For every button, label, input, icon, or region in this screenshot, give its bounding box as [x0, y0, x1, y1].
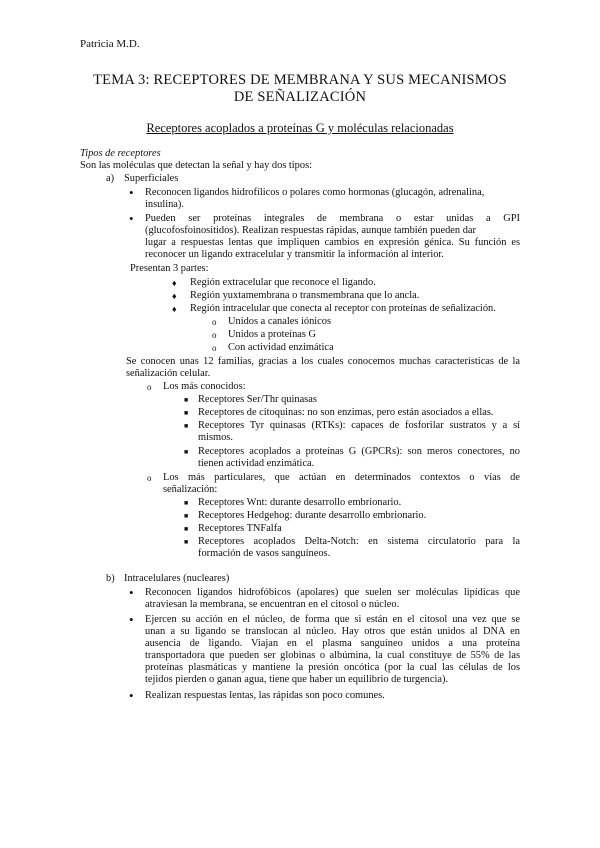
- b-bullet2-line: proteínas plasmáticas y mantiene la presión oncótica (por la cual las células de los: [145, 662, 520, 673]
- a-bullet1-line: Reconocen ligandos hidrofílicos o polares como hormonas (glucagón, adrenalina,: [145, 187, 485, 198]
- familias-text: Se conocen unas 12 familias, gracias a los cuales conocemos muchas características de la: [126, 356, 520, 367]
- diamond-bullet-icon: ♦: [172, 304, 177, 314]
- parte-item: Región yuxtamembrana o transmembrana que lo ancla.: [190, 290, 420, 301]
- square-bullet-icon: ■: [184, 409, 189, 417]
- intro-text: Son las moléculas que detectan la señal y hay dos tipos:: [80, 160, 313, 171]
- diamond-bullet-icon: ♦: [172, 291, 177, 301]
- circle-bullet-icon: o: [147, 382, 152, 392]
- section-b-marker: b): [106, 573, 115, 584]
- square-bullet-icon: ■: [184, 396, 189, 404]
- conocido-item: tienen actividad enzimática.: [198, 458, 315, 469]
- conocido-item: Receptores acoplados a proteínas G (GPCRs): son meros conectores, no: [198, 446, 520, 457]
- particular-item: Receptores Wnt: durante desarrollo embrionario.: [198, 497, 402, 508]
- particular-item: formación de vasos sanguíneos.: [198, 548, 331, 559]
- b-bullet2-line: ausencia de ligando. Viajan en el plasma sanguíneo unidos a una proteína: [145, 638, 520, 649]
- bullet-dot-icon: •: [129, 585, 134, 600]
- intracelular-sub-item: Con actividad enzimática: [228, 342, 334, 353]
- particular-item: Receptores Hedgehog: durante desarrollo embrionario.: [198, 510, 427, 521]
- section-a-marker: a): [106, 173, 115, 184]
- conocidos-label: Los más conocidos:: [163, 381, 246, 392]
- a-bullet2-line: reconocer un ligando extracelular y transmitir la información al interior.: [145, 249, 444, 260]
- square-bullet-icon: ■: [184, 512, 189, 520]
- square-bullet-icon: ■: [184, 422, 189, 430]
- circle-bullet-icon: o: [212, 343, 217, 353]
- b-bullet1-line: atraviesan la membrana, se encuentran en el citosol o núcleo.: [145, 599, 400, 610]
- conocido-item: Receptores Tyr quinasas (RTKs): capaces de fosforilar sustratos y a sí: [198, 420, 520, 431]
- square-bullet-icon: ■: [184, 525, 189, 533]
- parte-item: Región extracelular que reconoce el ligando.: [190, 277, 376, 288]
- b-bullet2-line: tejidos pierden o ganan agua, tiene que haber un equilibrio de turgencia).: [145, 674, 449, 685]
- section-a-label: Superficiales: [124, 173, 179, 184]
- square-bullet-icon: ■: [184, 538, 189, 546]
- diamond-bullet-icon: ♦: [172, 278, 177, 288]
- parte-item: Región intracelular que conecta al receptor con proteínas de señalización.: [190, 303, 496, 314]
- tipos-heading: Tipos de receptores: [80, 148, 161, 159]
- title-line-2: DE SEÑALIZACIÓN: [233, 89, 367, 105]
- a-bullet2-line: Pueden ser proteínas integrales de membrana o estar unidas a GPI: [145, 213, 520, 224]
- square-bullet-icon: ■: [184, 448, 189, 456]
- author-header: Patricia M.D.: [80, 38, 140, 50]
- conocido-item: Receptores Ser/Thr quinasas: [198, 394, 317, 405]
- circle-bullet-icon: o: [212, 330, 217, 340]
- title-line-1: TEMA 3: RECEPTORES DE MEMBRANA Y SUS MECANISMOS: [93, 72, 507, 88]
- bullet-dot-icon: •: [129, 688, 134, 703]
- section-subtitle: Receptores acoplados a proteínas G y moléculas relacionadas: [146, 121, 454, 135]
- page-title: [80, 72, 520, 106]
- circle-bullet-icon: o: [147, 473, 152, 483]
- familias-text: señalización celular.: [126, 368, 211, 379]
- particular-item: Receptores acoplados Delta-Notch: en sistema circulatorio para la: [198, 536, 520, 547]
- b-bullet2-line: transportadora que pueden ser globinas o albúmina, la cual constituye de 55% de las: [145, 650, 520, 661]
- a-bullet2-line: lugar a respuestas lentas que impliquen cambios en expresión génica. Su función es: [145, 237, 520, 248]
- conocido-item: Receptores de citoquinas: no son enzimas, pero están asociados a ellas.: [198, 407, 494, 418]
- bullet-dot-icon: •: [129, 612, 134, 627]
- conocido-item: mismos.: [198, 432, 233, 443]
- circle-bullet-icon: o: [212, 317, 217, 327]
- intracelular-sub-item: Unidos a canales iónicos: [228, 316, 332, 327]
- section-b-label: Intracelulares (nucleares): [124, 573, 230, 584]
- partes-intro: Presentan 3 partes:: [130, 263, 209, 274]
- b-bullet2-line: unan a su ligando se translocan al núcleo. Hay otros que están unidos al DNA en: [145, 626, 520, 637]
- b-bullet1-line: Reconocen ligandos hidrofóbicos (apolares) que suelen ser moléculas lipídicas que: [145, 587, 520, 598]
- bullet-dot-icon: •: [129, 211, 134, 226]
- square-bullet-icon: ■: [184, 499, 189, 507]
- b-bullet3-line: Realizan respuestas lentas, las rápidas son poco comunes.: [145, 690, 385, 701]
- a-bullet1-line: insulina).: [145, 199, 184, 210]
- intracelular-sub-item: Unidos a proteínas G: [228, 329, 317, 340]
- b-bullet2-line: Ejercen su acción en el núcleo, de forma que si están en el citosol una vez que se: [145, 614, 520, 625]
- a-bullet2-line: (glucofosfoinositidos). Realizan respuestas rápidas, aunque también pueden dar: [145, 225, 476, 236]
- particulares-label: señalización:: [163, 484, 218, 495]
- bullet-dot-icon: •: [129, 185, 134, 200]
- particulares-label: Los más particulares, que actúan en determinados contextos o vías de: [163, 472, 520, 483]
- particular-item: Receptores TNFalfa: [198, 523, 282, 534]
